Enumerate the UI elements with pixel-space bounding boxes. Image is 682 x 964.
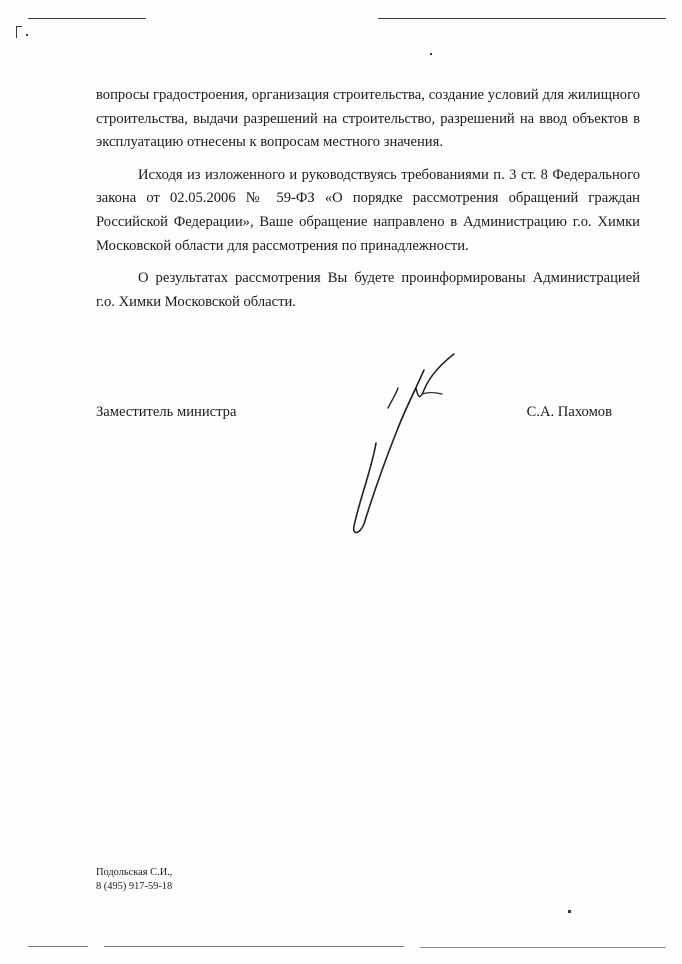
scan-dot (568, 910, 571, 913)
executor-info (96, 866, 172, 893)
scan-bracket-top (16, 26, 22, 27)
scan-line-top-right (378, 18, 666, 19)
scan-bracket (16, 26, 17, 38)
scan-line-bottom (420, 947, 666, 948)
letter-body (96, 84, 640, 323)
paragraph: О результатах рассмотрения Вы будете проинформированы Администрацией г.о. Химки Московской области. (96, 270, 640, 310)
paragraph: вопросы градостроения, организация строительства, создание условий для жилищного строительства, выдачи разрешений на строительство, разрешений на ввод объектов в эксплуатацию отнесены к вопросам местного значения. (96, 87, 640, 151)
scan-line-bottom (28, 946, 88, 947)
handwritten-signature (336, 348, 466, 548)
signatory-title: Заместитель министра (96, 404, 237, 420)
scan-dot (26, 34, 28, 36)
scan-line-top-left (28, 18, 146, 19)
executor-phone: 8 (495) 917-59-18 (96, 880, 173, 892)
signatory-name: С.А. Пахомов (526, 404, 612, 420)
paragraph: Исходя из изложенного и руководствуясь требованиями п. 3 ст. 8 Федерального закона от 02.05.2006 № 59-ФЗ «О порядке рассмотрения обращений граждан Российской Федерации», Ваше обращение направлено в Администрацию г.о. Химки Московской области для рассмотрения по принадлежности. (96, 166, 640, 254)
scan-dot (430, 53, 432, 55)
scan-line-bottom (104, 946, 404, 947)
executor-name: Подольская С.И., (96, 867, 173, 878)
